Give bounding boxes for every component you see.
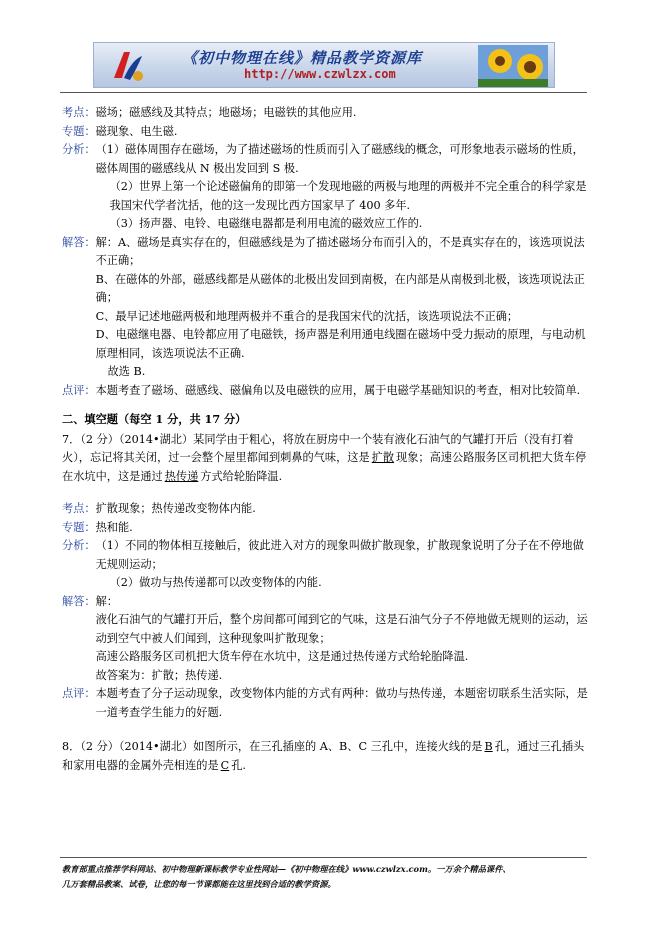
jieda-label: 解答： [62, 594, 96, 608]
q7-kaodian [62, 500, 592, 519]
answer-blank: 热传递 [164, 469, 199, 483]
fenxi-label: 分析： [62, 143, 96, 156]
q7-stem: 7．（2 分）（2014•湖北）某同学由于粗心，将放在厨房中一个装有液化石油气的气罐打开后（没有打着火），忘记将其关闭，过一会整个屋里都闻到刺鼻的气味，这是 扩散 现象；高速公路服务区司机把大货车停在水坑中，这是通过 热传递 方式给轮胎降温. [62, 432, 587, 483]
jieda-line: 故选 B. [107, 365, 146, 378]
q7-zhuanti [62, 519, 592, 538]
dianping-text: 本题考查了磁场、磁感线、磁偏角以及电磁铁的应用，属于电磁学基础知识的考查，相对比较简单. [95, 383, 581, 397]
jieda-line: C、最早记述地磁两极和地理两极并不重合的是我国宋代的沈括，该选项说法不正确； [95, 309, 519, 323]
sunflower-image [478, 45, 548, 87]
page-footer [62, 862, 602, 892]
q8-stem: 8．（2 分）（2014•湖北）如图所示，在三孔插座的 A、B、C 三孔中，连接火线的是 B 孔，通过三孔插头和家用电器的金属外壳相连的是 C 孔. [62, 740, 585, 772]
q7-jieda [62, 593, 592, 686]
q6-kaodian [62, 104, 592, 123]
section-title: 二、填空题（每空 1 分，共 17 分） [62, 412, 247, 426]
jieda-line: 解： [95, 594, 118, 608]
footer-line: 教育部重点推荐学科网站、初中物理新课标教学专业性网站—《初中物理在线》www.czwlzx.com。一万余个精品课件、 [62, 864, 511, 874]
fenxi-line: （1）不同的物体相互接触后，彼此进入对方的现象叫做扩散现象，扩散现象说明了分子在不停地做无规则运动； [95, 539, 584, 571]
q6-fenxi [62, 141, 592, 234]
answer-blank: B [484, 740, 493, 753]
footer-line: 几万套精品教案、试卷，让您的每一节课都能在这里找到合适的教学资源。 [62, 879, 336, 889]
kaodian-label: 考点： [62, 106, 96, 119]
fenxi-line: （2）世界上第一个论述磁偏角的即第一个发现地磁的两极与地理的两极并不完全重合的科学家是我国宋代学者沈括，他的这一发现比西方国家早了 400 多年. [109, 180, 587, 212]
zhuanti-label: 专题： [62, 520, 96, 534]
jieda-line: D、电磁继电器、电铃都应用了电磁铁，扬声器是利用通电线圈在磁场中受力振动的原理，与电动机原理相同，该选项说法不正确. [95, 328, 586, 360]
jieda-line: 解：A、磁场是真实存在的，但磁感线是为了描述磁场分布而引入的，不是真实存在的，该选项说法不正确； [95, 235, 585, 267]
fenxi-line: （2）做功与热传递都可以改变物体的内能. [109, 576, 322, 589]
banner-url: http://www.czwlzx.com [244, 67, 396, 81]
jieda-line: B、在磁体的外部，磁感线都是从磁体的北极出发回到南极，在内部是从南极到北极，该选项说法正确； [95, 272, 585, 304]
site-logo [108, 46, 148, 86]
q6-jieda [62, 234, 592, 382]
fenxi-line: （1）磁体周围存在磁场，为了描述磁场的性质而引入了磁感线的概念，可形象地表示磁场的性质，磁体周围的磁感线从 N 极出发回到 S 极. [95, 143, 584, 175]
kaodian-label: 考点： [62, 502, 96, 515]
kaodian-text: 磁场；磁感线及其特点；地磁场；电磁铁的其他应用. [95, 106, 357, 119]
q6-dianping [62, 382, 592, 401]
jieda-label: 解答： [62, 235, 96, 249]
q6-zhuanti [62, 123, 592, 142]
header-banner [93, 42, 555, 88]
q7-fenxi [62, 537, 592, 593]
dianping-label: 点评： [62, 687, 96, 700]
document-body [62, 104, 592, 775]
fenxi-label: 分析： [62, 539, 96, 552]
q7-dianping [62, 685, 592, 722]
dianping-text: 本题考查了分子运动现象，改变物体内能的方式有两种：做功与热传递，本题密切联系生活实际，是一道考查学生能力的好题. [95, 687, 588, 719]
zhuanti-label: 专题： [62, 124, 96, 138]
jieda-line: 液化石油气的气罐打开后，整个房间都可闻到它的气味，这是石油气分子不停地做无规则的运动，运动到空气中被人们闻到，这种现象叫扩散现象； [95, 613, 588, 645]
jieda-line: 高速公路服务区司机把大货车停在水坑中，这是通过热传递方式给轮胎降温. [95, 650, 469, 663]
footer-divider [60, 857, 587, 858]
answer-blank: 扩散 [371, 451, 395, 464]
answer-blank: C [220, 758, 230, 772]
header-divider [60, 92, 587, 93]
fenxi-line: （3）扬声器、电铃、电磁继电器都是利用电流的磁效应工作的. [109, 217, 423, 230]
zhuanti-text: 磁现象、电生磁. [95, 124, 178, 138]
zhuanti-text: 热和能. [95, 520, 133, 534]
kaodian-text: 扩散现象；热传递改变物体内能. [95, 502, 256, 515]
dianping-label: 点评： [62, 383, 96, 397]
banner-title: 《初中物理在线》精品教学资源库 [182, 49, 423, 67]
jieda-line: 故答案为：扩散；热传递. [95, 668, 223, 682]
